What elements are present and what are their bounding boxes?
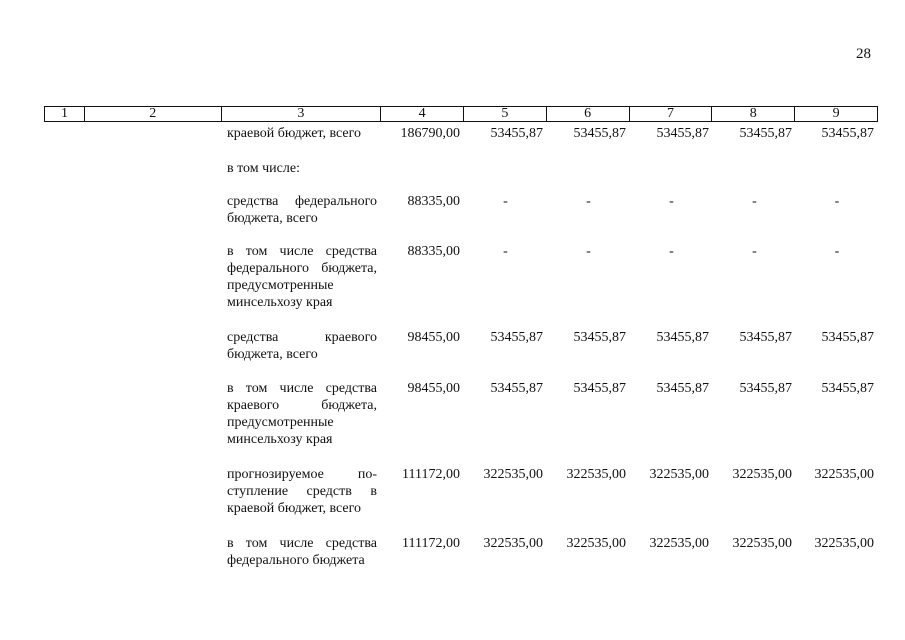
cell-col-4: 88335,00 — [407, 194, 460, 209]
cell-col-8: 53455,87 — [739, 330, 792, 345]
cell-col-7: - — [669, 194, 674, 209]
cell-col-6: - — [586, 194, 591, 209]
row-label: средства краевого бюджета, всего — [227, 330, 377, 362]
cell-col-5: 53455,87 — [490, 330, 543, 345]
cell-col-8: 53455,87 — [739, 126, 792, 141]
page-number: 28 — [856, 46, 871, 62]
cell-col-5: 322535,00 — [483, 536, 543, 551]
cell-col-4: 111172,00 — [402, 467, 460, 482]
cell-col-8: 322535,00 — [732, 536, 792, 551]
header-col-3: 3 — [222, 107, 382, 121]
header-col-2: 2 — [85, 107, 222, 121]
row-label: краевой бюджет, всего — [227, 126, 362, 141]
cell-col-8: - — [752, 244, 757, 259]
cell-col-5: - — [503, 194, 508, 209]
cell-col-7: 322535,00 — [649, 467, 709, 482]
header-col-6: 6 — [547, 107, 630, 121]
row-label: в том числе: — [227, 161, 300, 176]
cell-col-5: 322535,00 — [483, 467, 543, 482]
cell-col-7: 53455,87 — [656, 330, 709, 345]
row-label: прогнозируемое поступление средств в краевой бюджет, всего — [227, 467, 377, 516]
cell-col-6: - — [586, 244, 591, 259]
cell-col-8: 53455,87 — [739, 381, 792, 396]
cell-col-9: 53455,87 — [821, 381, 874, 396]
row-label: средства федерального бюджета, всего — [227, 194, 377, 226]
cell-col-7: 53455,87 — [656, 126, 709, 141]
row-label: в том числе средства краевого бюджета, предусмотренные минсельхозу края — [227, 381, 377, 447]
cell-col-9: - — [834, 194, 840, 209]
table-header — [44, 106, 878, 122]
cell-col-4: 98455,00 — [407, 381, 460, 396]
row-label: в том числе средства федерального бюджета, предусмотренные минсельхозу края — [227, 244, 377, 310]
cell-col-7: 322535,00 — [649, 536, 709, 551]
cell-col-9: 322535,00 — [814, 536, 874, 551]
header-col-8: 8 — [712, 107, 795, 121]
cell-col-6: 53455,87 — [573, 126, 626, 141]
cell-col-5: - — [503, 244, 508, 259]
cell-col-4: 111172,00 — [402, 536, 460, 551]
header-col-5: 5 — [464, 107, 547, 121]
cell-col-9: - — [834, 244, 840, 259]
cell-col-4: 98455,00 — [407, 330, 460, 345]
cell-col-8: - — [752, 194, 757, 209]
header-col-7: 7 — [630, 107, 713, 121]
cell-col-8: 322535,00 — [732, 467, 792, 482]
cell-col-9: 53455,87 — [821, 330, 874, 345]
cell-col-6: 322535,00 — [566, 536, 626, 551]
cell-col-5: 53455,87 — [490, 126, 543, 141]
header-col-4: 4 — [381, 107, 464, 121]
cell-col-4: 88335,00 — [407, 244, 460, 259]
cell-col-6: 322535,00 — [566, 467, 626, 482]
header-col-1: 1 — [45, 107, 85, 121]
cell-col-4: 186790,00 — [400, 126, 460, 141]
header-col-9: 9 — [832, 106, 840, 121]
cell-col-6: 53455,87 — [573, 381, 626, 396]
cell-col-5: 53455,87 — [490, 381, 543, 396]
cell-col-9: 53455,87 — [821, 126, 874, 141]
cell-col-7: 53455,87 — [656, 381, 709, 396]
cell-col-6: 53455,87 — [573, 330, 626, 345]
cell-col-9: 322535,00 — [814, 467, 874, 482]
cell-col-7: - — [669, 244, 674, 259]
row-label: в том числе средства федерального бюджета — [227, 536, 377, 568]
